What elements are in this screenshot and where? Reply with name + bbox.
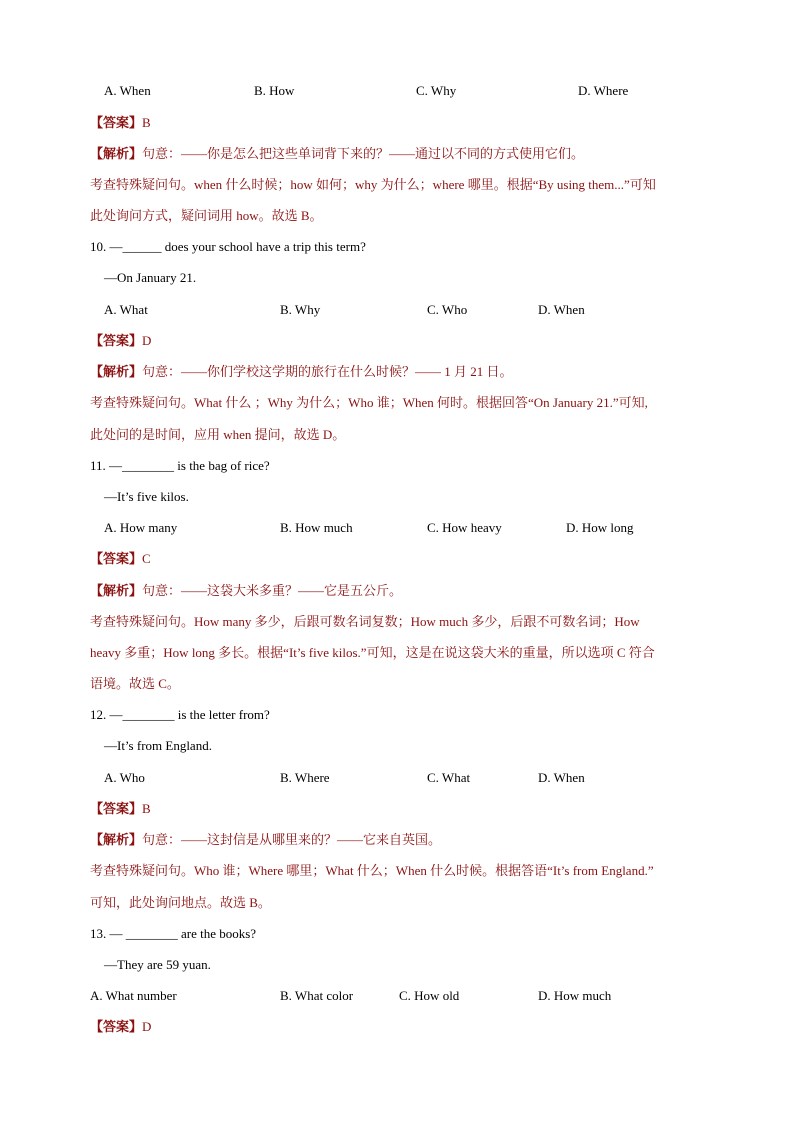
q10-option-d: D. When xyxy=(538,302,585,317)
q10-option-c: C. Who xyxy=(427,302,468,317)
answer-tag: 【答案】 xyxy=(90,333,143,348)
analysis-text: 句意：——这封信是从哪里来的？——它来自英国。 xyxy=(142,832,442,847)
q12-answer xyxy=(90,800,151,818)
q12-stem: 12. —________ is the letter from? xyxy=(90,707,270,722)
answer-value: B xyxy=(142,115,151,130)
q13-option-c: C. How old xyxy=(399,988,460,1003)
q11-option-b: B. How much xyxy=(280,520,353,535)
q9-answer xyxy=(90,114,151,132)
q11-analysis-line1 xyxy=(90,582,402,600)
q9-option-d: D. Where xyxy=(578,83,629,98)
q10-answer xyxy=(90,332,151,350)
answer-tag: 【答案】 xyxy=(90,115,143,130)
q10-option-a: A. What xyxy=(104,302,148,317)
q11-answer xyxy=(90,550,151,568)
q11-analysis-line2: 考查特殊疑问句。How many 多少，后跟可数名词复数；How much 多少，后跟不可数名词；How xyxy=(90,614,640,629)
q11-stem: 11. —________ is the bag of rice? xyxy=(90,458,270,473)
q13-option-a: A. What number xyxy=(90,988,177,1003)
answer-tag: 【答案】 xyxy=(90,1019,143,1034)
q13-stem: 13. — ________ are the books? xyxy=(90,926,257,941)
answer-value: C xyxy=(142,551,151,566)
analysis-tag: 【解析】 xyxy=(90,832,143,847)
q10-analysis-line3: 此处问的是时间，应用 when 提问，故选 D。 xyxy=(90,427,346,442)
answer-value: D xyxy=(142,1019,152,1034)
q12-option-a: A. Who xyxy=(104,770,145,785)
analysis-text: 句意：——这袋大米多重？——它是五公斤。 xyxy=(142,583,403,598)
q10-analysis-line1 xyxy=(90,363,513,381)
answer-value: B xyxy=(142,801,151,816)
analysis-text: 句意：——你是怎么把这些单词背下来的？——通过以不同的方式使用它们。 xyxy=(142,146,585,161)
q11-analysis-line3: heavy 多重；How long 多长。根据“It’s five kilos.”可知，这是在说这袋大米的重量，所以选项 C 符合 xyxy=(90,645,655,660)
q12-analysis-line1 xyxy=(90,831,441,849)
q9-option-a: A. When xyxy=(104,83,151,98)
q10-analysis-line2: 考查特殊疑问句。What 什么 ；Why 为什么；Who 谁；When 何时。根据回答“On January 21.”可知, xyxy=(90,395,648,410)
answer-tag: 【答案】 xyxy=(90,551,143,566)
analysis-tag: 【解析】 xyxy=(90,146,143,161)
q13-reply: —They are 59 yuan. xyxy=(104,957,211,972)
q9-analysis-line3: 此处询问方式，疑问词用 how。故选 B。 xyxy=(90,208,323,223)
q12-reply: —It’s from England. xyxy=(104,738,212,753)
q13-option-d: D. How much xyxy=(538,988,612,1003)
q9-option-c: C. Why xyxy=(416,83,457,98)
q9-option-b: B. How xyxy=(254,83,295,98)
analysis-tag: 【解析】 xyxy=(90,583,143,598)
q13-answer xyxy=(90,1018,151,1036)
q12-option-c: C. What xyxy=(427,770,471,785)
analysis-tag: 【解析】 xyxy=(90,364,143,379)
q10-reply: —On January 21. xyxy=(104,270,197,285)
q12-analysis-line2: 考查特殊疑问句。Who 谁；Where 哪里；What 什么；When 什么时候。根据答语“It’s from England.” xyxy=(90,863,654,878)
q9-analysis-line2: 考查特殊疑问句。when 什么时候；how 如何；why 为什么；where 哪里。根据“By using them...”可知 xyxy=(90,177,656,192)
q11-analysis-line4: 语境。故选 C。 xyxy=(90,676,180,691)
q11-option-c: C. How heavy xyxy=(427,520,502,535)
q12-option-b: B. Where xyxy=(280,770,330,785)
answer-tag: 【答案】 xyxy=(90,801,143,816)
q11-reply: —It’s five kilos. xyxy=(104,489,189,504)
q12-analysis-line3: 可知，此处询问地点。故选 B。 xyxy=(90,895,271,910)
analysis-text: 句意：——你们学校这学期的旅行在什么时候？—— 1 月 21 日。 xyxy=(142,364,513,379)
q12-option-d: D. When xyxy=(538,770,585,785)
q11-option-d: D. How long xyxy=(566,520,634,535)
q11-option-a: A. How many xyxy=(104,520,178,535)
q10-option-b: B. Why xyxy=(280,302,321,317)
answer-value: D xyxy=(142,333,152,348)
q9-analysis-line1 xyxy=(90,145,584,163)
q10-stem: 10. —______ does your school have a trip this term? xyxy=(90,239,366,254)
q13-option-b: B. What color xyxy=(280,988,354,1003)
